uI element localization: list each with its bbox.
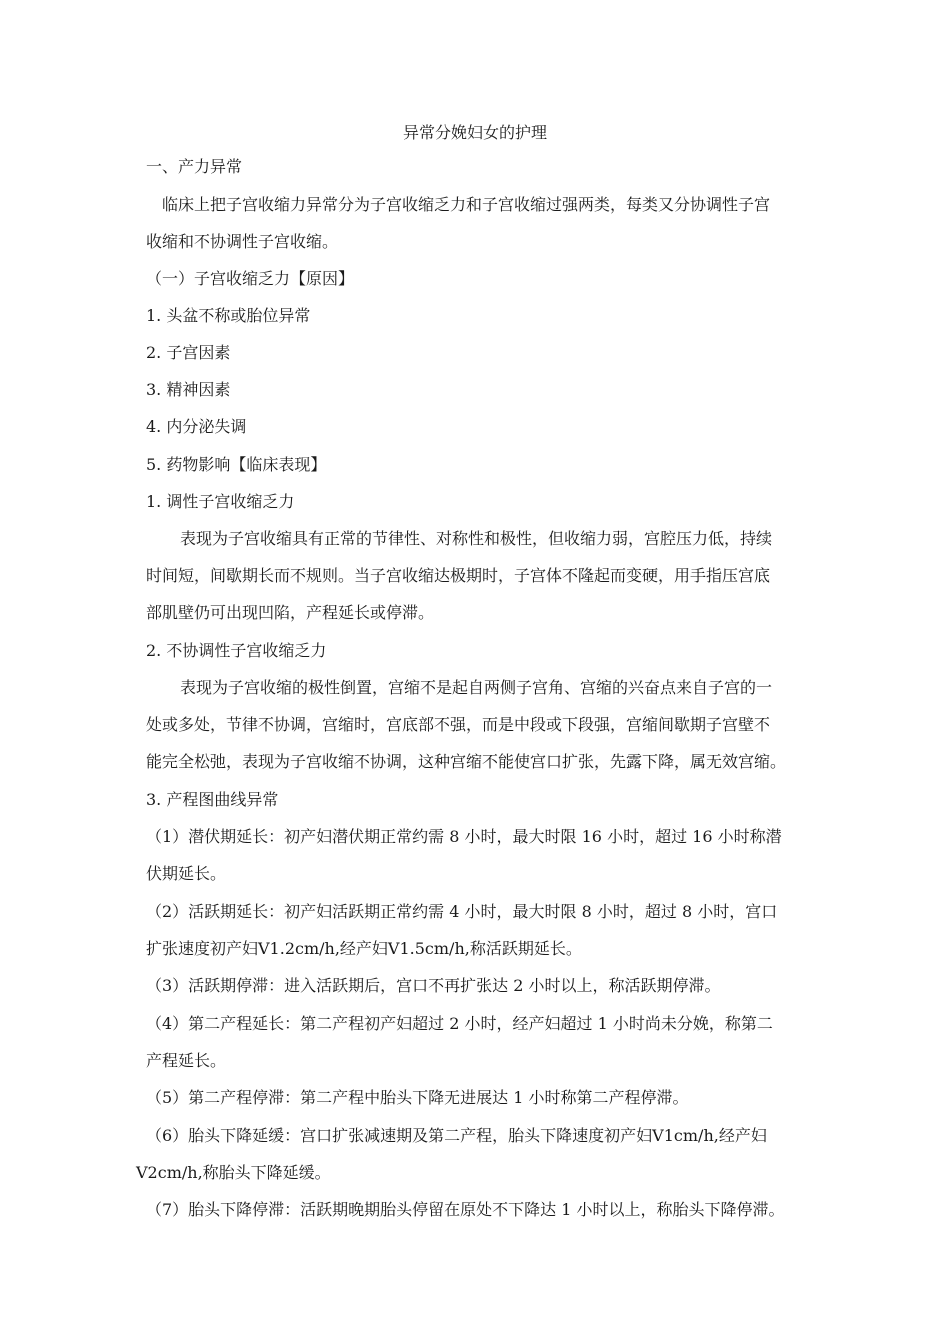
paragraph-line: （6）胎头下降延缓：宫口扩张减速期及第二产程，胎头下降速度初产妇V1cm/h,经产妇 <box>146 1126 767 1145</box>
list-item: 3. 产程图曲线异常 <box>146 790 279 809</box>
paragraph-line: 时间短，间歇期长而不规则。当子宫收缩达极期时，子宫体不隆起而变硬，用手指压宫底 <box>146 566 771 585</box>
list-item: 1. 头盆不称或胎位异常 <box>146 306 311 325</box>
paragraph-line: 能完全松弛，表现为子宫收缩不协调，这种宫缩不能使宫口扩张，先露下降，属无效宫缩。 <box>146 752 787 771</box>
paragraph-line: （1）潜伏期延长：初产妇潜伏期正常约需 8 小时，最大时限 16 小时，超过 16 小时称潜 <box>146 827 782 846</box>
paragraph-line: 收缩和不协调性子宫收缩。 <box>146 232 339 251</box>
paragraph-line: 临床上把子宫收缩力异常分为子宫收缩乏力和子宫收缩过强两类，每类又分协调性子宫 <box>162 195 771 214</box>
paragraph-line: （3）活跃期停滞：进入活跃期后，宫口不再扩张达 2 小时以上，称活跃期停滞。 <box>146 976 721 995</box>
subsection-heading: （一）子宫收缩乏力【原因】 <box>146 269 355 288</box>
section-heading: 一、产力异常 <box>146 157 243 176</box>
paragraph-line: 处或多处，节律不协调，宫缩时，宫底部不强，而是中段或下段强，宫缩间歇期子宫壁不 <box>146 715 771 734</box>
list-item: 1. 调性子宫收缩乏力 <box>146 492 295 511</box>
list-item: 5. 药物影响【临床表现】 <box>146 455 327 474</box>
document-title: 异常分娩妇女的护理 <box>402 123 547 142</box>
list-item: 4. 内分泌失调 <box>146 417 247 436</box>
paragraph-line: 表现为子宫收缩具有正常的节律性、对称性和极性，但收缩力弱，宫腔压力低，持续 <box>180 529 773 548</box>
paragraph-line: （7）胎头下降停滞：活跃期晚期胎头停留在原处不下降达 1 小时以上，称胎头下降停滞。 <box>146 1200 785 1219</box>
paragraph-line: 扩张速度初产妇V1.2cm/h,经产妇V1.5cm/h,称活跃期延长。 <box>146 939 582 958</box>
paragraph-line: （2）活跃期延长：初产妇活跃期正常约需 4 小时，最大时限 8 小时，超过 8 小时，宫口 <box>146 902 778 921</box>
paragraph-line: 产程延长。 <box>146 1051 227 1070</box>
list-item: 2. 子宫因素 <box>146 343 231 362</box>
paragraph-line: V2cm/h,称胎头下降延缓。 <box>136 1163 331 1182</box>
paragraph-line: 表现为子宫收缩的极性倒置，宫缩不是起自两侧子宫角、宫缩的兴奋点来自子宫的一 <box>180 678 773 697</box>
paragraph-line: 部肌壁仍可出现凹陷，产程延长或停滞。 <box>146 603 435 622</box>
list-item: 3. 精神因素 <box>146 380 231 399</box>
paragraph-line: （4）第二产程延长：第二产程初产妇超过 2 小时，经产妇超过 1 小时尚未分娩，称第二 <box>146 1014 773 1033</box>
paragraph-line: （5）第二产程停滞：第二产程中胎头下降无进展达 1 小时称第二产程停滞。 <box>146 1088 689 1107</box>
paragraph-line: 伏期延长。 <box>146 864 227 883</box>
list-item: 2. 不协调性子宫收缩乏力 <box>146 641 327 660</box>
